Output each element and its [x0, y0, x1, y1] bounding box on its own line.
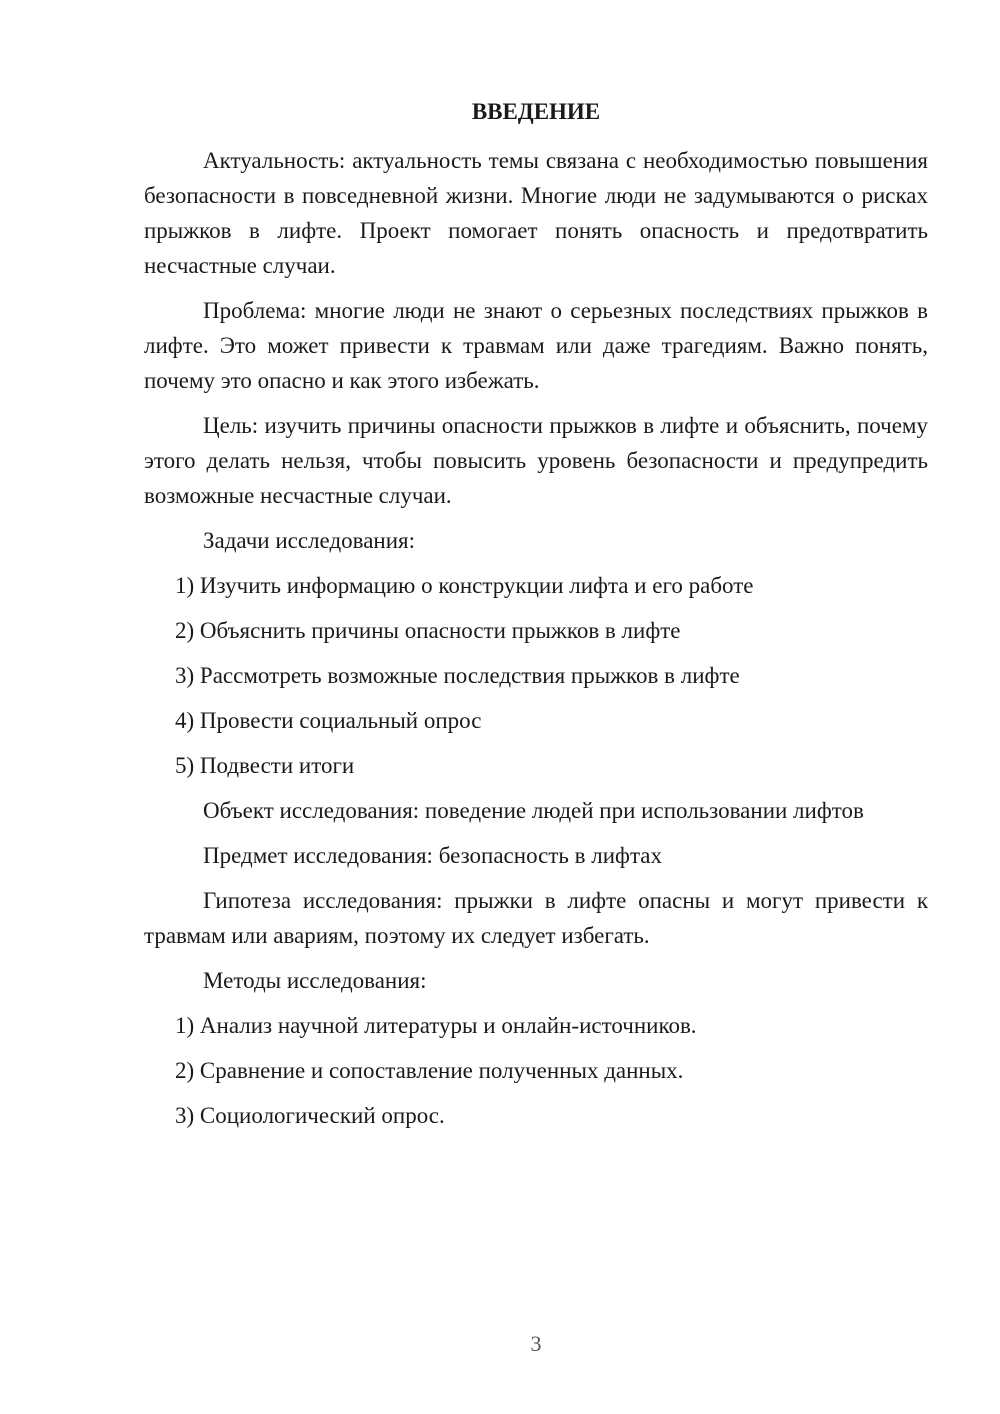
section-title: ВВЕДЕНИЕ — [471, 99, 601, 124]
methods-heading: Методы исследования: — [203, 968, 427, 993]
task-item: 2) Объяснить причины опасности прыжков в лифте — [175, 618, 681, 643]
method-item: 3) Социологический опрос. — [175, 1103, 445, 1128]
goal-paragraph: Цель: изучить причины опасности прыжков в лифте и объяснить, почему этого делать нельзя, чтобы повысить уровень безопасности и предупредить возможные несчастные случаи. — [144, 413, 928, 508]
document-page — [144, 94, 928, 1143]
task-item: 1) Изучить информацию о конструкции лифта и его работе — [175, 573, 754, 598]
task-item: 3) Рассмотреть возможные последствия прыжков в лифте — [175, 663, 740, 688]
object-line: Объект исследования: поведение людей при использовании лифтов — [203, 798, 864, 823]
task-item: 4) Провести социальный опрос — [175, 708, 482, 733]
hypothesis-paragraph: Гипотеза исследования: прыжки в лифте опасны и могут привести к травмам или авариям, поэтому их следует избегать. — [144, 888, 928, 948]
method-item: 2) Сравнение и сопоставление полученных данных. — [175, 1058, 684, 1083]
tasks-heading: Задачи исследования: — [203, 528, 416, 553]
methods-list — [144, 1008, 928, 1133]
method-item: 1) Анализ научной литературы и онлайн-источников. — [175, 1013, 697, 1038]
problem-paragraph: Проблема: многие люди не знают о серьезных последствиях прыжков в лифте. Это может привести к травмам или даже трагедиям. Важно понять, почему это опасно и как этого избежать. — [144, 298, 928, 393]
subject-line: Предмет исследования: безопасность в лифтах — [203, 843, 662, 868]
tasks-list — [144, 568, 928, 783]
task-item: 5) Подвести итоги — [175, 753, 355, 778]
page-number: 3 — [530, 1331, 542, 1356]
relevance-paragraph: Актуальность: актуальность темы связана с необходимостью повышения безопасности в повседневной жизни. Многие люди не задумываются о рисках прыжков в лифте. Проект помогает понять опасность и предотвратить несчастные случаи. — [144, 148, 928, 278]
